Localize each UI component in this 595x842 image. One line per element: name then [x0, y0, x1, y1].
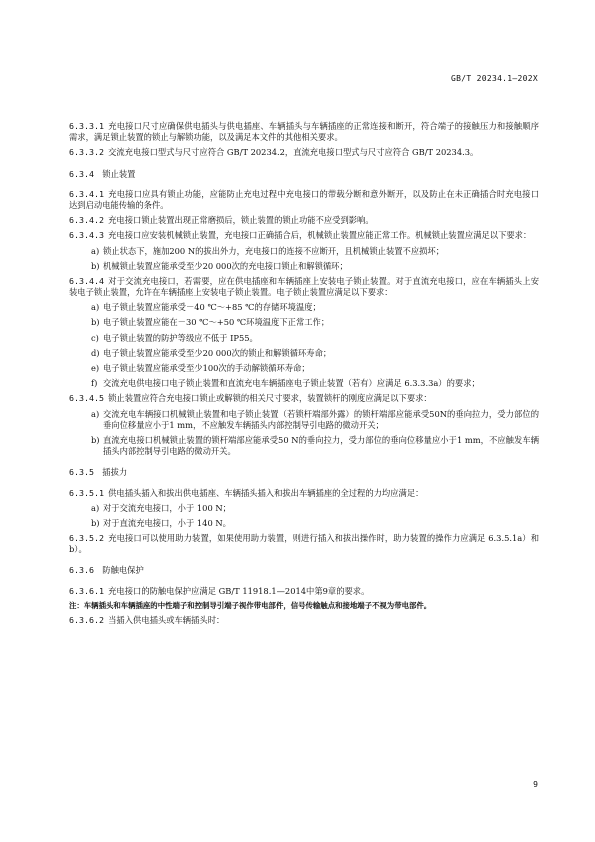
list-item-text: 交流充电车辆接口机械锁止装置和电子锁止装置（若锁杆端部外露）的锁杆端部应能承受50N的垂向拉力，受力部位的垂向位移量应小于1 mm，不应触发车辆插头内部控制导引电路的微动开关；	[103, 408, 539, 430]
list-item	[69, 378, 539, 389]
list-item	[69, 261, 539, 272]
section-heading	[69, 467, 539, 478]
clause-paragraph	[69, 215, 539, 226]
section-title: 锁止装置	[102, 168, 136, 179]
section-title: 防触电保护	[102, 565, 144, 576]
list-item-label: b)	[91, 517, 100, 528]
clause-number: 6.3.6.1	[69, 585, 104, 596]
document-body	[69, 121, 539, 630]
clause-paragraph	[69, 533, 539, 555]
list-item	[69, 348, 539, 359]
page-number: 9	[533, 780, 538, 789]
clause-number: 6.3.4.5	[69, 393, 104, 404]
list-item-label: a)	[91, 302, 100, 313]
list-item	[69, 518, 539, 529]
clause-text: 充电接口的防触电保护应满足 GB/T 11918.1—2014中第9章的要求。	[108, 585, 370, 596]
list-item-label: a)	[91, 408, 100, 419]
clause-number: 6.3.5.2	[69, 533, 104, 544]
list-item-label: c)	[91, 332, 99, 343]
clause-paragraph	[69, 586, 539, 597]
clause-number: 6.3.4.2	[69, 215, 104, 226]
clause-text: 充电接口尺寸应确保供电插头与供电插座、车辆插头与车辆插座的正常连接和断开，符合端子的接触压力和接触顺序需求，满足锁止装置的锁止与解锁功能，以及满足本文件的其他相关要求。	[69, 121, 539, 143]
list-item-label: b)	[91, 317, 100, 328]
clause-text: 锁止装置应符合充电接口锁止或解锁的相关尺寸要求，装置锁杆的刚度应满足以下要求：	[108, 393, 432, 404]
clause-paragraph	[69, 147, 539, 158]
list-item	[69, 317, 539, 328]
clause-text: 当插入供电插头或车辆插头时：	[108, 614, 225, 625]
clause-number: 6.3.3.2	[69, 147, 104, 158]
clause-paragraph	[69, 488, 539, 499]
section-title: 插拔力	[102, 467, 128, 478]
list-item	[69, 435, 539, 457]
list-item-label: e)	[91, 363, 100, 373]
clause-text: 充电接口应安装机械锁止装置，充电接口正确插合后，机械锁止装置应能正常工作。机械锁止装置应满足以下要求：	[108, 230, 532, 241]
list-item-text: 交流充电供电接口电子锁止装置和直流充电车辆插座电子锁止装置（若有）应满足 6.3.3.3a）的要求；	[103, 378, 480, 389]
section-number: 6.3.4	[69, 168, 94, 179]
clause-text: 充电接口锁止装置出现正常磨损后，锁止装置的锁止功能不应受到影响。	[108, 215, 374, 226]
standard-code-header: GB/T 20234.1—202X	[451, 74, 538, 83]
section-heading	[69, 565, 539, 576]
section-number: 6.3.6	[69, 565, 94, 576]
clause-paragraph	[69, 230, 539, 241]
clause-paragraph	[69, 121, 539, 143]
list-item-text: 锁止状态下，施加200 N的拔出外力，充电接口的连接不应断开，且机械锁止装置不应损坏；	[103, 245, 445, 256]
clause-number: 6.3.4.1	[69, 188, 104, 199]
note-text: 注：车辆插头和车辆插座的中性端子和控制导引端子视作带电部件，信号传输触点和接地端子不视为带电部件。	[69, 600, 432, 610]
list-item-text: 电子锁止装置的防护等级应不低于 IP55。	[103, 332, 258, 343]
list-item	[69, 302, 539, 313]
list-item	[69, 333, 539, 344]
clause-paragraph	[69, 189, 539, 211]
list-item-text: 电子锁止装置应能承受至少100次的手动解锁循环寿命；	[103, 363, 310, 373]
list-item-text: 电子锁止装置应能在－30 ℃～+50 ℃环境温度下正常工作；	[103, 317, 330, 328]
clause-paragraph	[69, 615, 539, 626]
list-item	[69, 409, 539, 431]
list-item-text: 电子锁止装置应能承受－40 ℃～+85 ℃的存储环境温度；	[103, 302, 321, 313]
list-item-text: 电子锁止装置应能承受至少20 000次的锁止和解锁循环寿命；	[103, 347, 332, 358]
clause-text: 交流充电接口型式与尺寸应符合 GB/T 20234.2，直流充电接口型式与尺寸应符合 GB/T 20234.3。	[108, 147, 479, 158]
list-item-label: b)	[91, 434, 100, 445]
clause-text: 充电接口可以使用助力装置，如果使用助力装置，则进行插入和拔出操作时，助力装置的操作力应满足 6.3.5.1a）和 b）。	[69, 533, 539, 555]
clause-number: 6.3.4.3	[69, 230, 104, 241]
list-item-label: a)	[91, 502, 100, 513]
clause-paragraph	[69, 393, 539, 404]
clause-number: 6.3.5.1	[69, 487, 104, 498]
clause-number: 6.3.4.4	[69, 275, 104, 286]
section-heading	[69, 169, 539, 180]
list-item	[69, 246, 539, 257]
clause-paragraph	[69, 276, 539, 298]
list-item-text: 直流充电接口机械锁止装置的锁杆端部应能承受50 N的垂向拉力，受力部位的垂向位移量应小于1 mm，不应触发车辆插头内部控制导引电路的微动开关。	[103, 434, 539, 457]
list-item-text: 对于直流充电接口，小于 140 N。	[103, 517, 231, 528]
clause-text: 供电插头插入和拔出供电插座、车辆插头插入和拔出车辆插座的全过程的力均应满足：	[108, 487, 424, 498]
list-item-label: b)	[91, 260, 100, 271]
list-item-text: 机械锁止装置应能承受至少20 000次的充电接口锁止和解锁循环；	[103, 260, 348, 271]
clause-number: 6.3.3.1	[69, 121, 104, 131]
clause-text: 充电接口应具有锁止功能，应能防止充电过程中充电接口的带载分断和意外断开，以及防止在未正确插合时充电接口达到启动电能传输的条件。	[69, 188, 539, 210]
list-item-label: f)	[91, 378, 98, 389]
clause-text: 对于交流充电接口，若需要，应在供电插座和车辆插座上安装电子锁止装置。对于直流充电接口，应在车辆插头上安装电子锁止装置，允许在车辆插座上安装电子锁止装置。电子锁止装置应满足以下要求：	[69, 275, 539, 298]
clause-number: 6.3.6.2	[69, 614, 104, 625]
list-item-text: 对于交流充电接口，小于 100 N；	[103, 502, 231, 513]
list-item-label: d)	[91, 347, 100, 358]
list-item-label: a)	[91, 245, 100, 256]
section-number: 6.3.5	[69, 467, 94, 478]
list-item	[69, 503, 539, 514]
list-item	[69, 363, 539, 374]
